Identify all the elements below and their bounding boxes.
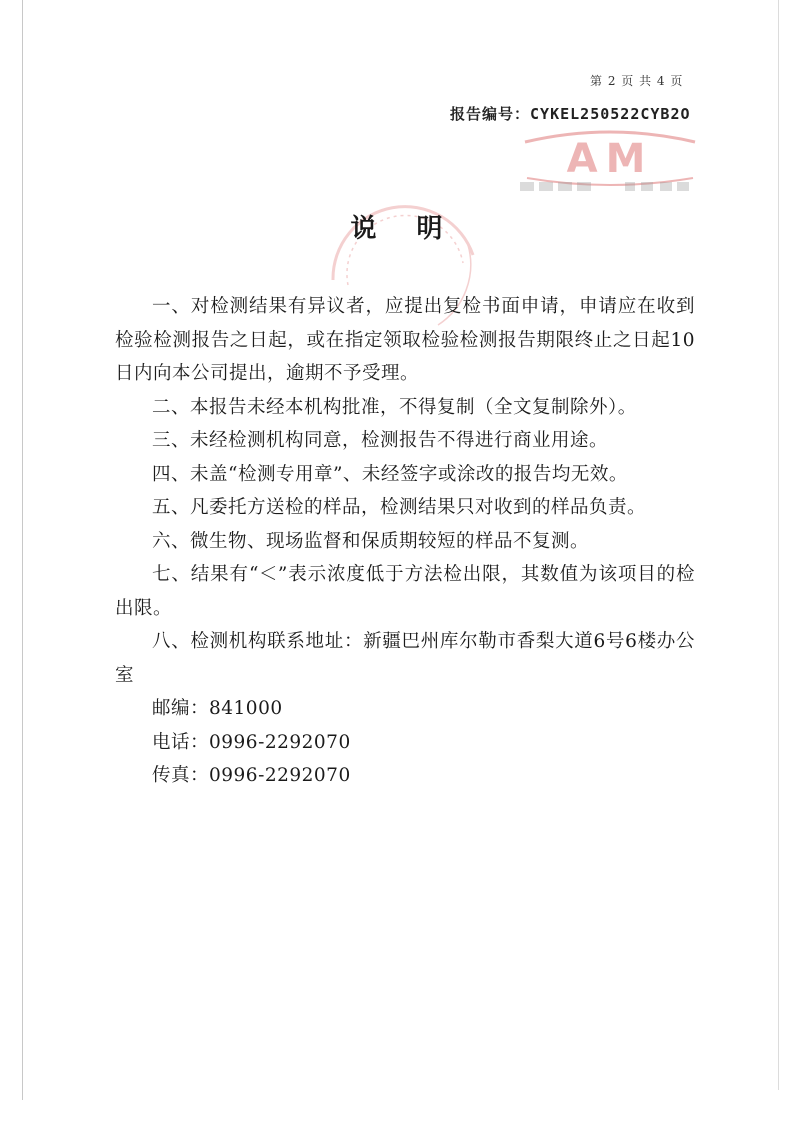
note-item-6: 六、微生物、现场监督和保质期较短的样品不复测。 — [152, 530, 590, 552]
contact-postcode: 邮编：841000 — [152, 698, 283, 719]
note-item-2: 二、本报告未经本机构批准，不得复制（全文复制除外）。 — [152, 396, 637, 418]
notes-body — [115, 290, 695, 793]
logo-stamp-text: AM — [566, 136, 654, 182]
page-number: 第 2 页 共 4 页 — [590, 74, 684, 88]
note-item-8: 八、检测机构联系地址：新疆巴州库尔勒市香梨大道6号6楼办公室 — [115, 631, 695, 686]
scan-edge-left — [22, 0, 23, 1100]
note-item-1: 一、对检测结果有异议者，应提出复检书面申请，申请应在收到检验检测报告之日起，或在指定领取检验检测报告期限终止之日起10日内向本公司提出，逾期不予受理。 — [115, 296, 695, 384]
report-number-label: 报告编号： — [450, 105, 531, 123]
note-item-5: 五、凡委托方送检的样品，检测结果只对收到的样品负责。 — [152, 497, 647, 518]
note-item-3: 三、未经检测机构同意，检测报告不得进行商业用途。 — [152, 430, 609, 451]
note-item-7: 七、结果有“＜”表示浓度低于方法检出限，其数值为该项目的检出限。 — [115, 564, 695, 619]
company-logo-stamp — [515, 120, 705, 205]
note-item-4: 四、未盖“检测专用章”、未经签字或涂改的报告均无效。 — [152, 463, 628, 485]
scan-edge-right — [778, 0, 779, 1090]
contact-fax: 传真：0996-2292070 — [152, 765, 351, 786]
page-title: 说明 — [350, 214, 483, 244]
contact-phone: 电话：0996-2292070 — [152, 731, 351, 753]
report-number-value: CYKEL250522CYB2O — [530, 105, 691, 123]
